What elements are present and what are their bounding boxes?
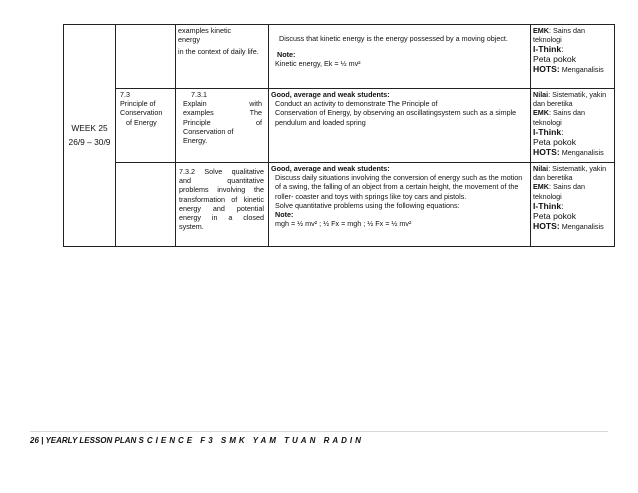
- value-key: I-Think: [533, 44, 562, 55]
- values-cell: [531, 25, 615, 89]
- outcome-line: energy: [178, 35, 200, 45]
- value-key: HOTS:: [533, 220, 560, 231]
- value-text: : Sains dan: [548, 182, 585, 192]
- value-key: EMK: [533, 108, 549, 118]
- value-text: Menganalisis: [559, 65, 604, 75]
- formula: mgh = ½ mv² ; ½ Fx = mgh ; ½ Fx = ½ mv²: [275, 219, 412, 229]
- value-text: :: [561, 200, 564, 211]
- value-text: dan beretika: [533, 173, 573, 183]
- activity-line: pendulum and loaded spring: [275, 117, 366, 127]
- week-cell: [64, 25, 116, 247]
- activity-line: Conservation of Energy, by observing an oscillatingsystem such as a simple: [275, 108, 517, 118]
- outcome-line: energy and potential: [179, 203, 264, 213]
- value-text: Peta pokok: [533, 210, 576, 221]
- value-text: Menganalisis: [559, 147, 604, 157]
- week-label: WEEK 25: [71, 123, 108, 133]
- value-text: teknologi: [533, 117, 562, 127]
- value-text: teknologi: [533, 35, 562, 45]
- table-row: [64, 25, 615, 89]
- value-key: I-Think: [533, 200, 562, 211]
- footer-divider: [30, 431, 608, 432]
- footer-separator: |: [38, 436, 46, 445]
- footer-label: YEARLY LESSON PLAN: [45, 436, 137, 445]
- value-text: teknologi: [533, 191, 562, 201]
- value-text: Peta pokok: [533, 54, 576, 65]
- outcome-line: 7.3.2 Solve qualitative: [179, 167, 264, 176]
- outcome-line: energy in a closed: [179, 213, 264, 223]
- footer-subject: SCIENCE F3 SMK YAM TUAN RADIN: [138, 436, 364, 445]
- value-key: EMK: [533, 26, 549, 35]
- outcome-line: examples kinetic: [178, 26, 232, 35]
- outcome-cell: [176, 89, 269, 163]
- value-text: dan beretika: [533, 99, 573, 109]
- outcome-line: Principle of: [183, 117, 262, 127]
- table-row: [64, 163, 615, 247]
- outcome-line: Energy.: [183, 136, 208, 146]
- formula: Kinetic energy, Ek = ½ mv²: [275, 59, 361, 69]
- value-key: I-Think: [533, 126, 562, 137]
- activity-line: Conduct an activity to demonstrate The Principle of: [275, 99, 438, 109]
- outcome-line: in the context of daily life.: [178, 47, 259, 57]
- value-text: : Sains dan: [548, 26, 585, 35]
- activity-cell: [269, 163, 531, 247]
- values-cell: [531, 89, 615, 163]
- standard-line: Principle of: [120, 99, 156, 109]
- note-label: Note:: [275, 210, 294, 220]
- value-key: HOTS:: [533, 146, 560, 157]
- lesson-plan-table: [63, 24, 615, 247]
- page-footer: [30, 436, 364, 445]
- note-label: Note:: [277, 50, 296, 60]
- outcome-cell: [176, 163, 269, 247]
- standard-line: Conservation: [120, 108, 163, 118]
- outcome-line: Explain with: [183, 99, 262, 109]
- outcome-line: problems involving the: [179, 185, 264, 195]
- activity-line: Discuss daily situations involving the conversion of energy such as the motion: [275, 173, 523, 183]
- value-text: :: [561, 44, 564, 55]
- week-dates: 26/9 – 30/9: [68, 137, 111, 147]
- group-heading: Good, average and weak students:: [271, 90, 390, 99]
- value-text: : Sistematik, yakin: [548, 90, 607, 99]
- value-key: EMK: [533, 182, 549, 192]
- values-cell: [531, 163, 615, 247]
- activity-cell: [269, 25, 531, 89]
- activity-line: roller- coaster and toys with springs like toy cars and pistols.: [275, 191, 467, 201]
- outcome-line: examples The: [183, 108, 262, 118]
- standard-cell: [116, 25, 176, 89]
- group-heading: Good, average and weak students:: [271, 164, 390, 173]
- value-text: Menganalisis: [559, 221, 604, 231]
- standard-cell: [116, 89, 176, 163]
- standard-line: of Energy: [126, 117, 157, 127]
- outcome-line: Conservation of: [183, 126, 234, 136]
- standard-line: 7.3: [120, 90, 130, 99]
- standard-cell: [116, 163, 176, 247]
- value-text: Peta pokok: [533, 136, 576, 147]
- page-number: 26: [30, 436, 39, 445]
- activity-line: of a swing, the falling of an object from a certain height, the movement of the: [275, 182, 519, 192]
- value-key: Nilai: [533, 164, 549, 173]
- value-key: HOTS:: [533, 64, 560, 75]
- value-text: :: [561, 126, 564, 137]
- value-text: : Sains dan: [548, 108, 585, 118]
- outcome-line: transformation of kinetic: [179, 194, 264, 204]
- value-text: : Sistematik, yakin: [548, 164, 607, 173]
- value-key: Nilai: [533, 90, 549, 99]
- activity-line: Solve quantitative problems using the following equations:: [275, 200, 460, 210]
- activity-line: Discuss that kinetic energy is the energy possessed by a moving object.: [279, 34, 508, 43]
- outcome-line: 7.3.1: [191, 90, 207, 99]
- activity-cell: [269, 89, 531, 163]
- outcome-line: and quantitative: [179, 176, 264, 186]
- outcome-cell: [176, 25, 269, 89]
- table-row: [64, 89, 615, 163]
- outcome-line: system.: [179, 222, 204, 232]
